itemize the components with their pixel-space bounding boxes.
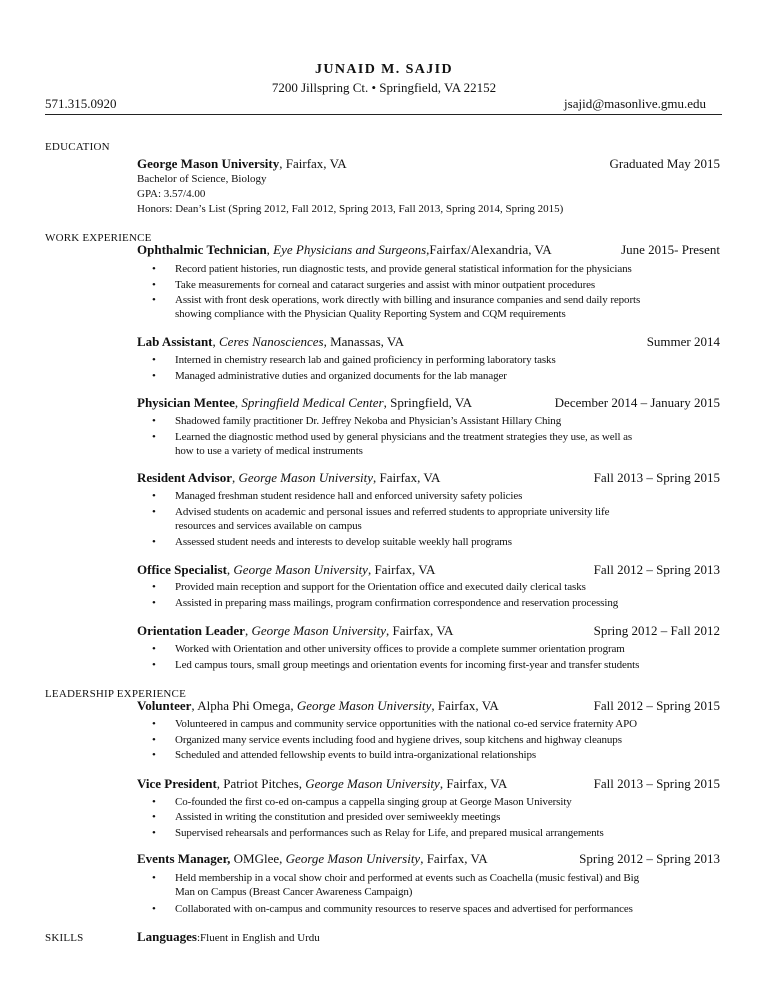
bullet-icon: • xyxy=(152,431,156,443)
employer: George Mason University xyxy=(238,470,374,485)
job-title: Office Specialist xyxy=(137,562,227,577)
leadership-entry-head xyxy=(137,698,499,714)
bullet-icon: • xyxy=(152,827,156,839)
job-date: Fall 2012 – Spring 2013 xyxy=(593,562,720,577)
section-leadership-label: LEADERSHIP EXPERIENCE xyxy=(45,688,186,700)
bullet-text: Led campus tours, small group meetings and orientation events for incoming first-year and transfer students xyxy=(175,659,640,671)
bullet-text: Assisted in preparing mass mailings, program confirmation correspondence and reservation processing xyxy=(175,597,619,609)
header-divider xyxy=(45,114,722,115)
role-university: George Mason University xyxy=(305,776,440,791)
work-entry-head: Ophthalmic Technician, Eye Physicians and Surgeons,Fairfax/Alexandria, VA xyxy=(137,242,552,257)
role-location: , Fairfax, VA xyxy=(439,776,508,791)
skills-languages-label: Languages xyxy=(137,929,197,944)
bullet-text: Assist with front desk operations, work directly with billing and insurance companies and send daily reports xyxy=(175,294,641,306)
bullet-text-continued: Man on Campus (Breast Cancer Awareness Campaign) xyxy=(175,886,413,898)
bullet-text: Record patient histories, run diagnostic tests, and provide general statistical information for the physicians xyxy=(175,263,632,275)
job-title: Orientation Leader xyxy=(137,623,245,638)
job-date: Spring 2012 – Fall 2012 xyxy=(593,623,720,638)
school-location: , Fairfax, VA xyxy=(279,156,347,171)
bullet-icon: • xyxy=(152,796,156,808)
role-date: Spring 2012 – Spring 2013 xyxy=(579,851,720,866)
section-education-label: EDUCATION xyxy=(45,141,110,153)
role-title: Volunteer xyxy=(137,698,192,713)
skills-languages-value: :Fluent in English and Urdu xyxy=(196,932,320,944)
honors: Honors: Dean’s List (Spring 2012, Fall 2012, Spring 2013, Fall 2013, Spring 2014, Spring 2015) xyxy=(137,203,564,215)
bullet-text: Co-founded the first co-ed on-campus a cappella singing group at George Mason University xyxy=(175,796,572,808)
section-skills-label: SKILLS xyxy=(45,932,84,944)
leadership-entry-head xyxy=(137,776,507,792)
bullet-icon: • xyxy=(152,415,156,427)
gpa: GPA: 3.57/4.00 xyxy=(137,188,206,200)
section-work-label: WORK EXPERIENCE xyxy=(45,232,152,244)
bullet-text: Take measurements for corneal and cataract surgeries and assist with minor outpatient procedures xyxy=(175,279,596,291)
role-university: George Mason University xyxy=(285,851,421,866)
employer: Eye Physicians and Surgeons xyxy=(273,242,427,257)
job-location: , Fairfax, VA xyxy=(373,470,441,485)
role-org: OMGlee, xyxy=(230,851,286,866)
job-title: Resident Advisor xyxy=(137,470,232,485)
education-date: Graduated May 2015 xyxy=(609,156,720,171)
bullet-icon: • xyxy=(152,597,156,609)
job-title: Ophthalmic Technician xyxy=(137,242,267,257)
bullet-icon: • xyxy=(152,903,156,915)
bullet-text: Volunteered in campus and community service opportunities with the national co-ed service fraternity APO xyxy=(175,718,637,730)
bullet-text: Scheduled and attended fellowship events to build intra-organizational relationships xyxy=(175,749,537,761)
school-name: George Mason University xyxy=(137,156,280,171)
bullet-text: Assessed student needs and interests to develop suitable weekly hall programs xyxy=(175,536,512,548)
bullet-icon: • xyxy=(152,872,156,884)
role-location: , Fairfax, VA xyxy=(420,851,488,866)
work-entry-head: Orientation Leader, George Mason University, Fairfax, VA xyxy=(137,623,454,638)
job-date: December 2014 – January 2015 xyxy=(554,395,720,410)
bullet-text-continued: how to use a variety of medical instruments xyxy=(175,445,363,457)
role-title: Events Manager, xyxy=(137,851,231,866)
employer: Springfield Medical Center xyxy=(241,395,384,410)
employer: George Mason University xyxy=(251,623,387,638)
candidate-name: JUNAID M. SAJID xyxy=(314,62,454,77)
role-org: , Patriot Pitches, xyxy=(216,776,306,791)
education-entry-head xyxy=(137,156,347,172)
bullet-icon: • xyxy=(152,536,156,548)
role-org: , Alpha Phi Omega, xyxy=(191,698,297,713)
bullet-icon: • xyxy=(152,263,156,275)
bullet-text: Managed freshman student residence hall and enforced university safety policies xyxy=(175,490,523,502)
bullet-text: Advised students on academic and personal issues and referred students to appropriate university life xyxy=(175,506,610,518)
role-location: , Fairfax, VA xyxy=(431,698,499,713)
job-location: , Fairfax, VA xyxy=(386,623,454,638)
work-entry-head: Resident Advisor, George Mason University, Fairfax, VA xyxy=(137,470,441,485)
job-location: ,Fairfax/Alexandria, VA xyxy=(426,242,552,257)
bullet-icon: • xyxy=(152,734,156,746)
bullet-icon: • xyxy=(152,718,156,730)
bullet-text: Held membership in a vocal show choir and performed at events such as Coachella (music festival) and Big xyxy=(175,872,639,884)
mailing-address: 7200 Jillspring Ct. • Springfield, VA 22152 xyxy=(271,80,497,95)
role-university: George Mason University xyxy=(296,698,432,713)
bullet-icon: • xyxy=(152,749,156,761)
bullet-text: Assisted in writing the constitution and presided over semiweekly meetings xyxy=(175,811,501,823)
work-entry-head: Lab Assistant, Ceres Nanosciences, Manassas, VA xyxy=(137,334,404,349)
job-location: , Springfield, VA xyxy=(383,395,472,410)
skills-languages xyxy=(137,929,320,945)
role-date: Fall 2013 – Spring 2015 xyxy=(593,776,720,791)
job-date: Summer 2014 xyxy=(646,334,720,349)
employer: Ceres Nanosciences xyxy=(219,334,324,349)
bullet-text-continued: resources and services available on campus xyxy=(175,520,362,532)
bullet-text: Supervised rehearsals and performances such as Relay for Life, and prepared musical arrangements xyxy=(175,827,604,839)
bullet-text: Interned in chemistry research lab and gained proficiency in performing laboratory tasks xyxy=(175,354,556,366)
bullet-icon: • xyxy=(152,490,156,502)
degree: Bachelor of Science, Biology xyxy=(137,173,267,185)
bullet-text: Managed administrative duties and organized documents for the lab manager xyxy=(175,370,507,382)
job-location: , Manassas, VA xyxy=(323,334,404,349)
phone-number: 571.315.0920 xyxy=(45,96,117,111)
email-address: jsajid@masonlive.gmu.edu xyxy=(564,96,706,111)
bullet-icon: • xyxy=(152,354,156,366)
bullet-icon: • xyxy=(152,279,156,291)
job-title: Lab Assistant xyxy=(137,334,213,349)
bullet-text-continued: showing compliance with the Physician Quality Reporting System and CQM requirements xyxy=(175,308,566,320)
bullet-text: Provided main reception and support for the Orientation office and executed daily clerical tasks xyxy=(175,581,586,593)
bullet-text: Worked with Orientation and other university offices to provide a complete summer orientation program xyxy=(175,643,625,655)
role-title: Vice President xyxy=(137,776,217,791)
bullet-text: Collaborated with on-campus and community resources to reserve spaces and advertised for performances xyxy=(175,903,633,915)
work-entry-head: Physician Mentee, Springfield Medical Center, Springfield, VA xyxy=(137,395,472,410)
bullet-text: Organized many service events including food and hygiene drives, soup kitchens and highway cleanups xyxy=(175,734,622,746)
bullet-icon: • xyxy=(152,370,156,382)
employer: George Mason University xyxy=(233,562,368,577)
bullet-icon: • xyxy=(152,811,156,823)
work-entry-head: Office Specialist, George Mason University, Fairfax, VA xyxy=(137,562,436,577)
bullet-icon: • xyxy=(152,659,156,671)
job-date: June 2015- Present xyxy=(621,242,720,257)
bullet-icon: • xyxy=(152,506,156,518)
leadership-entry-head xyxy=(137,851,488,867)
role-date: Fall 2012 – Spring 2015 xyxy=(593,698,720,713)
bullet-icon: • xyxy=(152,294,156,306)
bullet-icon: • xyxy=(152,581,156,593)
bullet-icon: • xyxy=(152,643,156,655)
job-title: Physician Mentee xyxy=(137,395,235,410)
bullet-text: Shadowed family practitioner Dr. Jeffrey Nekoba and Physician’s Assistant Hillary Ching xyxy=(175,415,562,427)
job-location: , Fairfax, VA xyxy=(367,562,436,577)
job-date: Fall 2013 – Spring 2015 xyxy=(593,470,720,485)
bullet-text: Learned the diagnostic method used by general physicians and the treatment strategies they use, as well as xyxy=(175,431,633,443)
